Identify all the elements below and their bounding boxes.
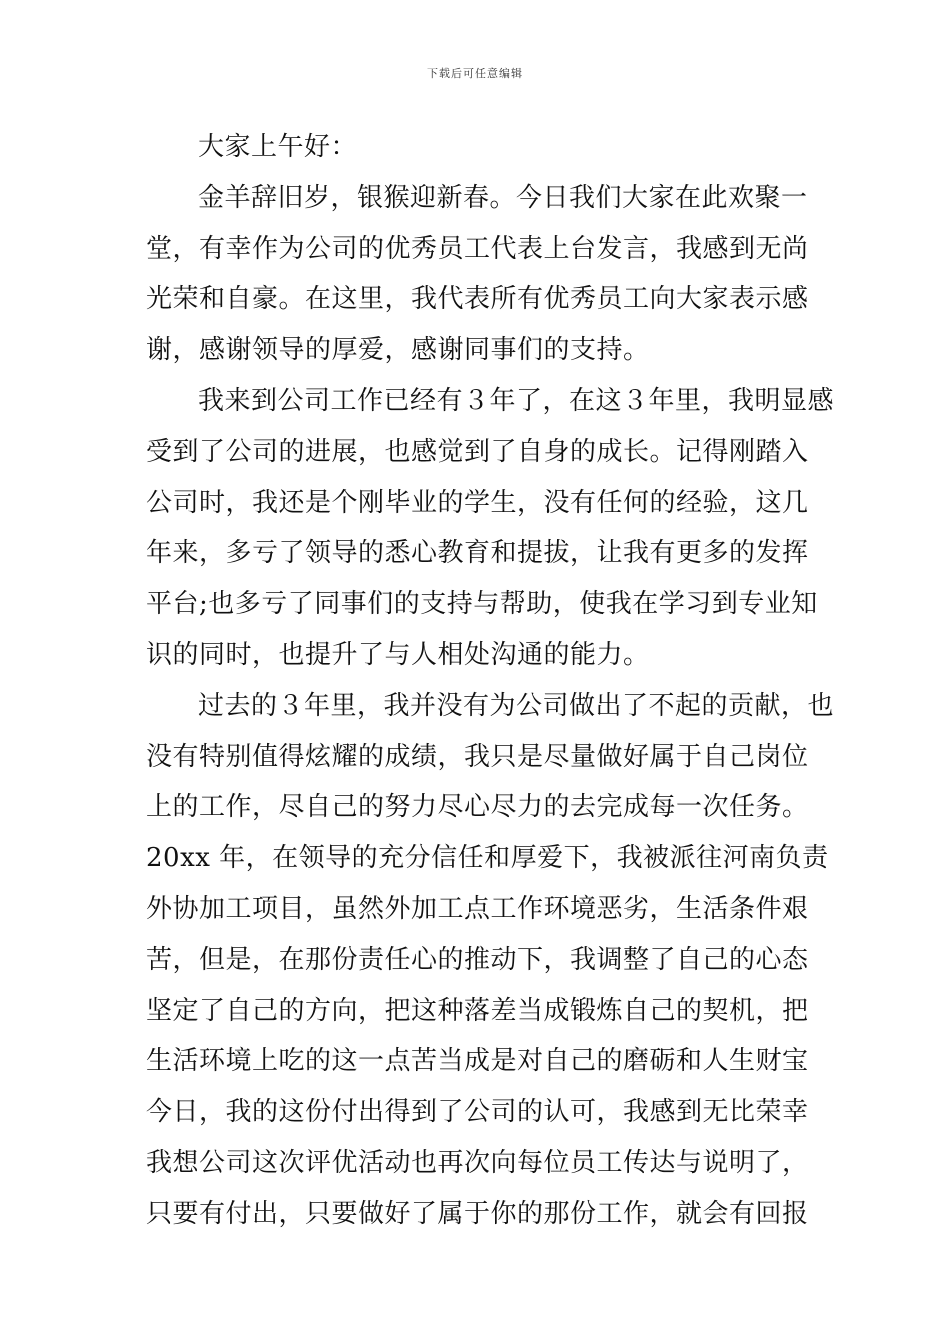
text-line: 我想公司这次评优活动也再次向每位员工传达与说明了， (146, 1147, 809, 1178)
text-line: 受到了公司的进展，也感觉到了自身的成长。记得刚踏入 (146, 436, 809, 467)
text-line: 公司时，我还是个刚毕业的学生，没有任何的经验，这几 (146, 487, 809, 518)
text-line: 我来到公司工作已经有３年了，在这３年里，我明显感 (198, 385, 835, 416)
text-line: 谢，感谢领导的厚爱，感谢同事们的支持。 (146, 335, 650, 366)
text-line: 光荣和自豪。在这里，我代表所有优秀员工向大家表示感 (146, 284, 809, 315)
text-line: 金羊辞旧岁，银猴迎新春。今日我们大家在此欢聚一 (198, 182, 808, 213)
text-line: 坚定了自己的方向，把这种落差当成锻炼自己的契机，把 (146, 995, 809, 1026)
document-body (146, 122, 835, 1240)
greeting-line: 大家上午好： (198, 132, 358, 162)
text-line: 堂，有幸作为公司的优秀员工代表上台发言，我感到无尚 (146, 233, 809, 264)
text-line: 生活环境上吃的这一点苦当成是对自己的磨砺和人生财宝 (146, 1046, 809, 1077)
header-note: 下载后可任意编辑 (427, 67, 523, 80)
text-line: 只要有付出，只要做好了属于你的那份工作，就会有回报 (146, 1198, 809, 1229)
text-line: 上的工作，尽自己的努力尽心尽力的去完成每一次任务。 (146, 792, 809, 823)
text-line: 苦，但是，在那份责任心的推动下，我调整了自己的心态 (146, 944, 809, 975)
text-line: 今日，我的这份付出得到了公司的认可，我感到无比荣幸 (146, 1097, 809, 1128)
text-line: 平台;也多亏了同事们的支持与帮助，使我在学习到专业知 (146, 589, 818, 620)
text-line: 识的同时，也提升了与人相处沟通的能力。 (146, 639, 650, 670)
text-line: 没有特别值得炫耀的成绩，我只是尽量做好属于自己岗位 (146, 741, 809, 772)
text-line: 年来，多亏了领导的悉心教育和提拔，让我有更多的发挥 (146, 538, 809, 569)
text-line: 外协加工项目，虽然外加工点工作环境恶劣，生活条件艰 (146, 893, 809, 924)
text-line: 过去的３年里，我并没有为公司做出了不起的贡献，也 (198, 690, 835, 721)
text-line: 20xx 年，在领导的充分信任和厚爱下，我被派往河南负责 (146, 843, 829, 874)
